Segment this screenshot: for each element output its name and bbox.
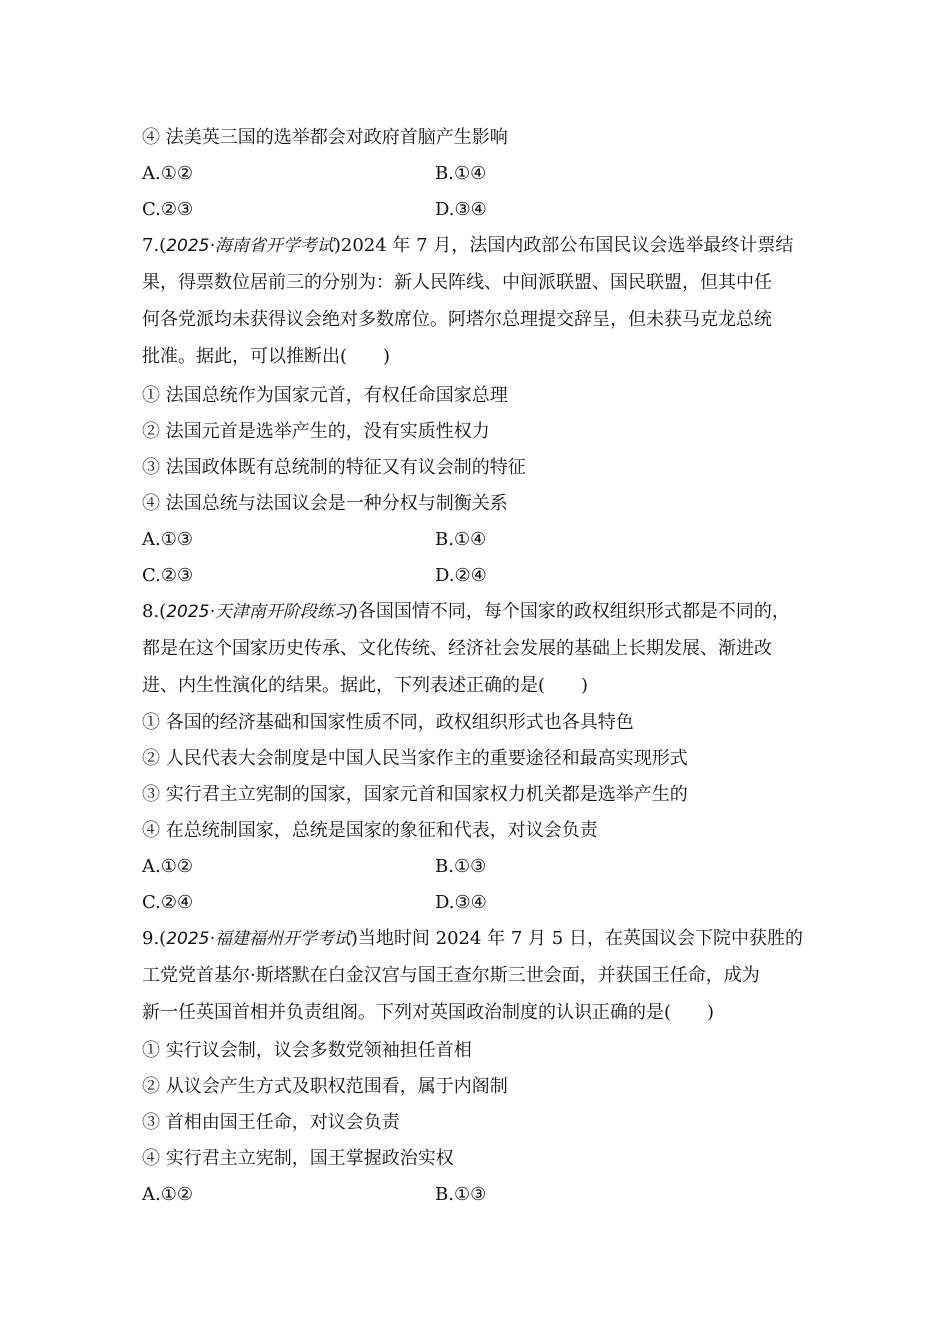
q7-item-3: ③ 法国政体既有总统制的特征又有议会制的特征 (142, 457, 526, 478)
q7-item-2: ② 法国元首是选举产生的，没有实质性权力 (142, 421, 490, 442)
q8-item-2: ② 人民代表大会制度是中国人民当家作主的重要途径和最高实现形式 (142, 748, 688, 769)
q7-option-c: C.②③ (142, 565, 194, 586)
q9-item-1: ① 实行议会制，议会多数党领袖担任首相 (142, 1040, 472, 1061)
q6-option-b: B.①④ (435, 163, 487, 184)
q8-option-a: A.①② (142, 856, 193, 877)
q7-source: 2025·海南省开学考试 (166, 236, 334, 256)
q9-source: 2025·福建福州开学考试 (166, 929, 351, 949)
q7-stem-line-3: 何各党派均未获得议会绝对多数席位。阿塔尔总理提交辞呈，但未获马克龙总统 (142, 309, 772, 330)
q9-option-a: A.①② (142, 1184, 193, 1205)
q7-item-4: ④ 法国总统与法国议会是一种分权与制衡关系 (142, 493, 508, 514)
q6-option-c: C.②③ (142, 199, 194, 220)
q9-stem-line-1 (142, 927, 822, 951)
q8-stem-line-1 (142, 600, 822, 624)
q7-stem-line-2: 果，得票数位居前三的分别为：新人民阵线、中间派联盟、国民联盟，但其中任 (142, 272, 772, 293)
q9-option-b: B.①③ (435, 1184, 487, 1205)
q7-option-a: A.①③ (142, 529, 193, 550)
q8-stem-text: )各国国情不同，每个国家的政权组织形式都是不同的， (350, 601, 790, 622)
q9-stem-line-2: 工党党首基尔·斯塔默在白金汉宫与国王查尔斯三世会面，并获国王任命，成为 (142, 965, 760, 986)
q6-option-a: A.①② (142, 163, 193, 184)
q7-stem-line-4: 批准。据此，可以推断出( ) (142, 346, 391, 367)
q8-item-4: ④ 在总统制国家，总统是国家的象征和代表，对议会负责 (142, 820, 598, 841)
q9-item-3: ③ 首相由国王任命，对议会负责 (142, 1112, 400, 1133)
q8-item-1: ① 各国的经济基础和国家性质不同，政权组织形式也各具特色 (142, 712, 634, 733)
q7-option-b: B.①④ (435, 529, 487, 550)
q9-number: 9.( (142, 928, 167, 949)
q8-item-3: ③ 实行君主立宪制的国家，国家元首和国家权力机关都是选举产生的 (142, 784, 688, 805)
q7-option-d: D.②④ (435, 565, 487, 586)
q8-number: 8.( (142, 601, 167, 622)
q9-stem-text: )当地时间 2024 年 7 月 5 日，在英国议会下院中获胜的 (350, 928, 803, 949)
q9-stem-line-3: 新一任英国首相并负责组阁。下列对英国政治制度的认识正确的是( ) (142, 1002, 715, 1023)
q7-item-1: ① 法国总统作为国家元首，有权任命国家总理 (142, 385, 508, 406)
q9-item-4: ④ 实行君主立宪制，国王掌握政治实权 (142, 1148, 454, 1169)
q8-option-c: C.②④ (142, 892, 194, 913)
q6-item-4: ④ 法美英三国的选举都会对政府首脑产生影响 (142, 127, 508, 148)
q7-stem-text: )2024 年 7 月，法国内政部公布国民议会选举最终计票结 (333, 235, 794, 256)
q7-stem-line-1 (142, 234, 822, 258)
q8-option-b: B.①③ (435, 856, 487, 877)
q9-item-2: ② 从议会产生方式及职权范围看，属于内阁制 (142, 1076, 508, 1097)
q8-stem-line-2: 都是在这个国家历史传承、文化传统、经济社会发展的基础上长期发展、渐进改 (142, 638, 772, 659)
q8-source: 2025·天津南开阶段练习 (166, 602, 351, 622)
q8-option-d: D.③④ (435, 892, 487, 913)
q6-option-d: D.③④ (435, 199, 487, 220)
q8-stem-line-3: 进、内生性演化的结果。据此，下列表述正确的是( ) (142, 675, 589, 696)
q7-number: 7.( (142, 235, 167, 256)
